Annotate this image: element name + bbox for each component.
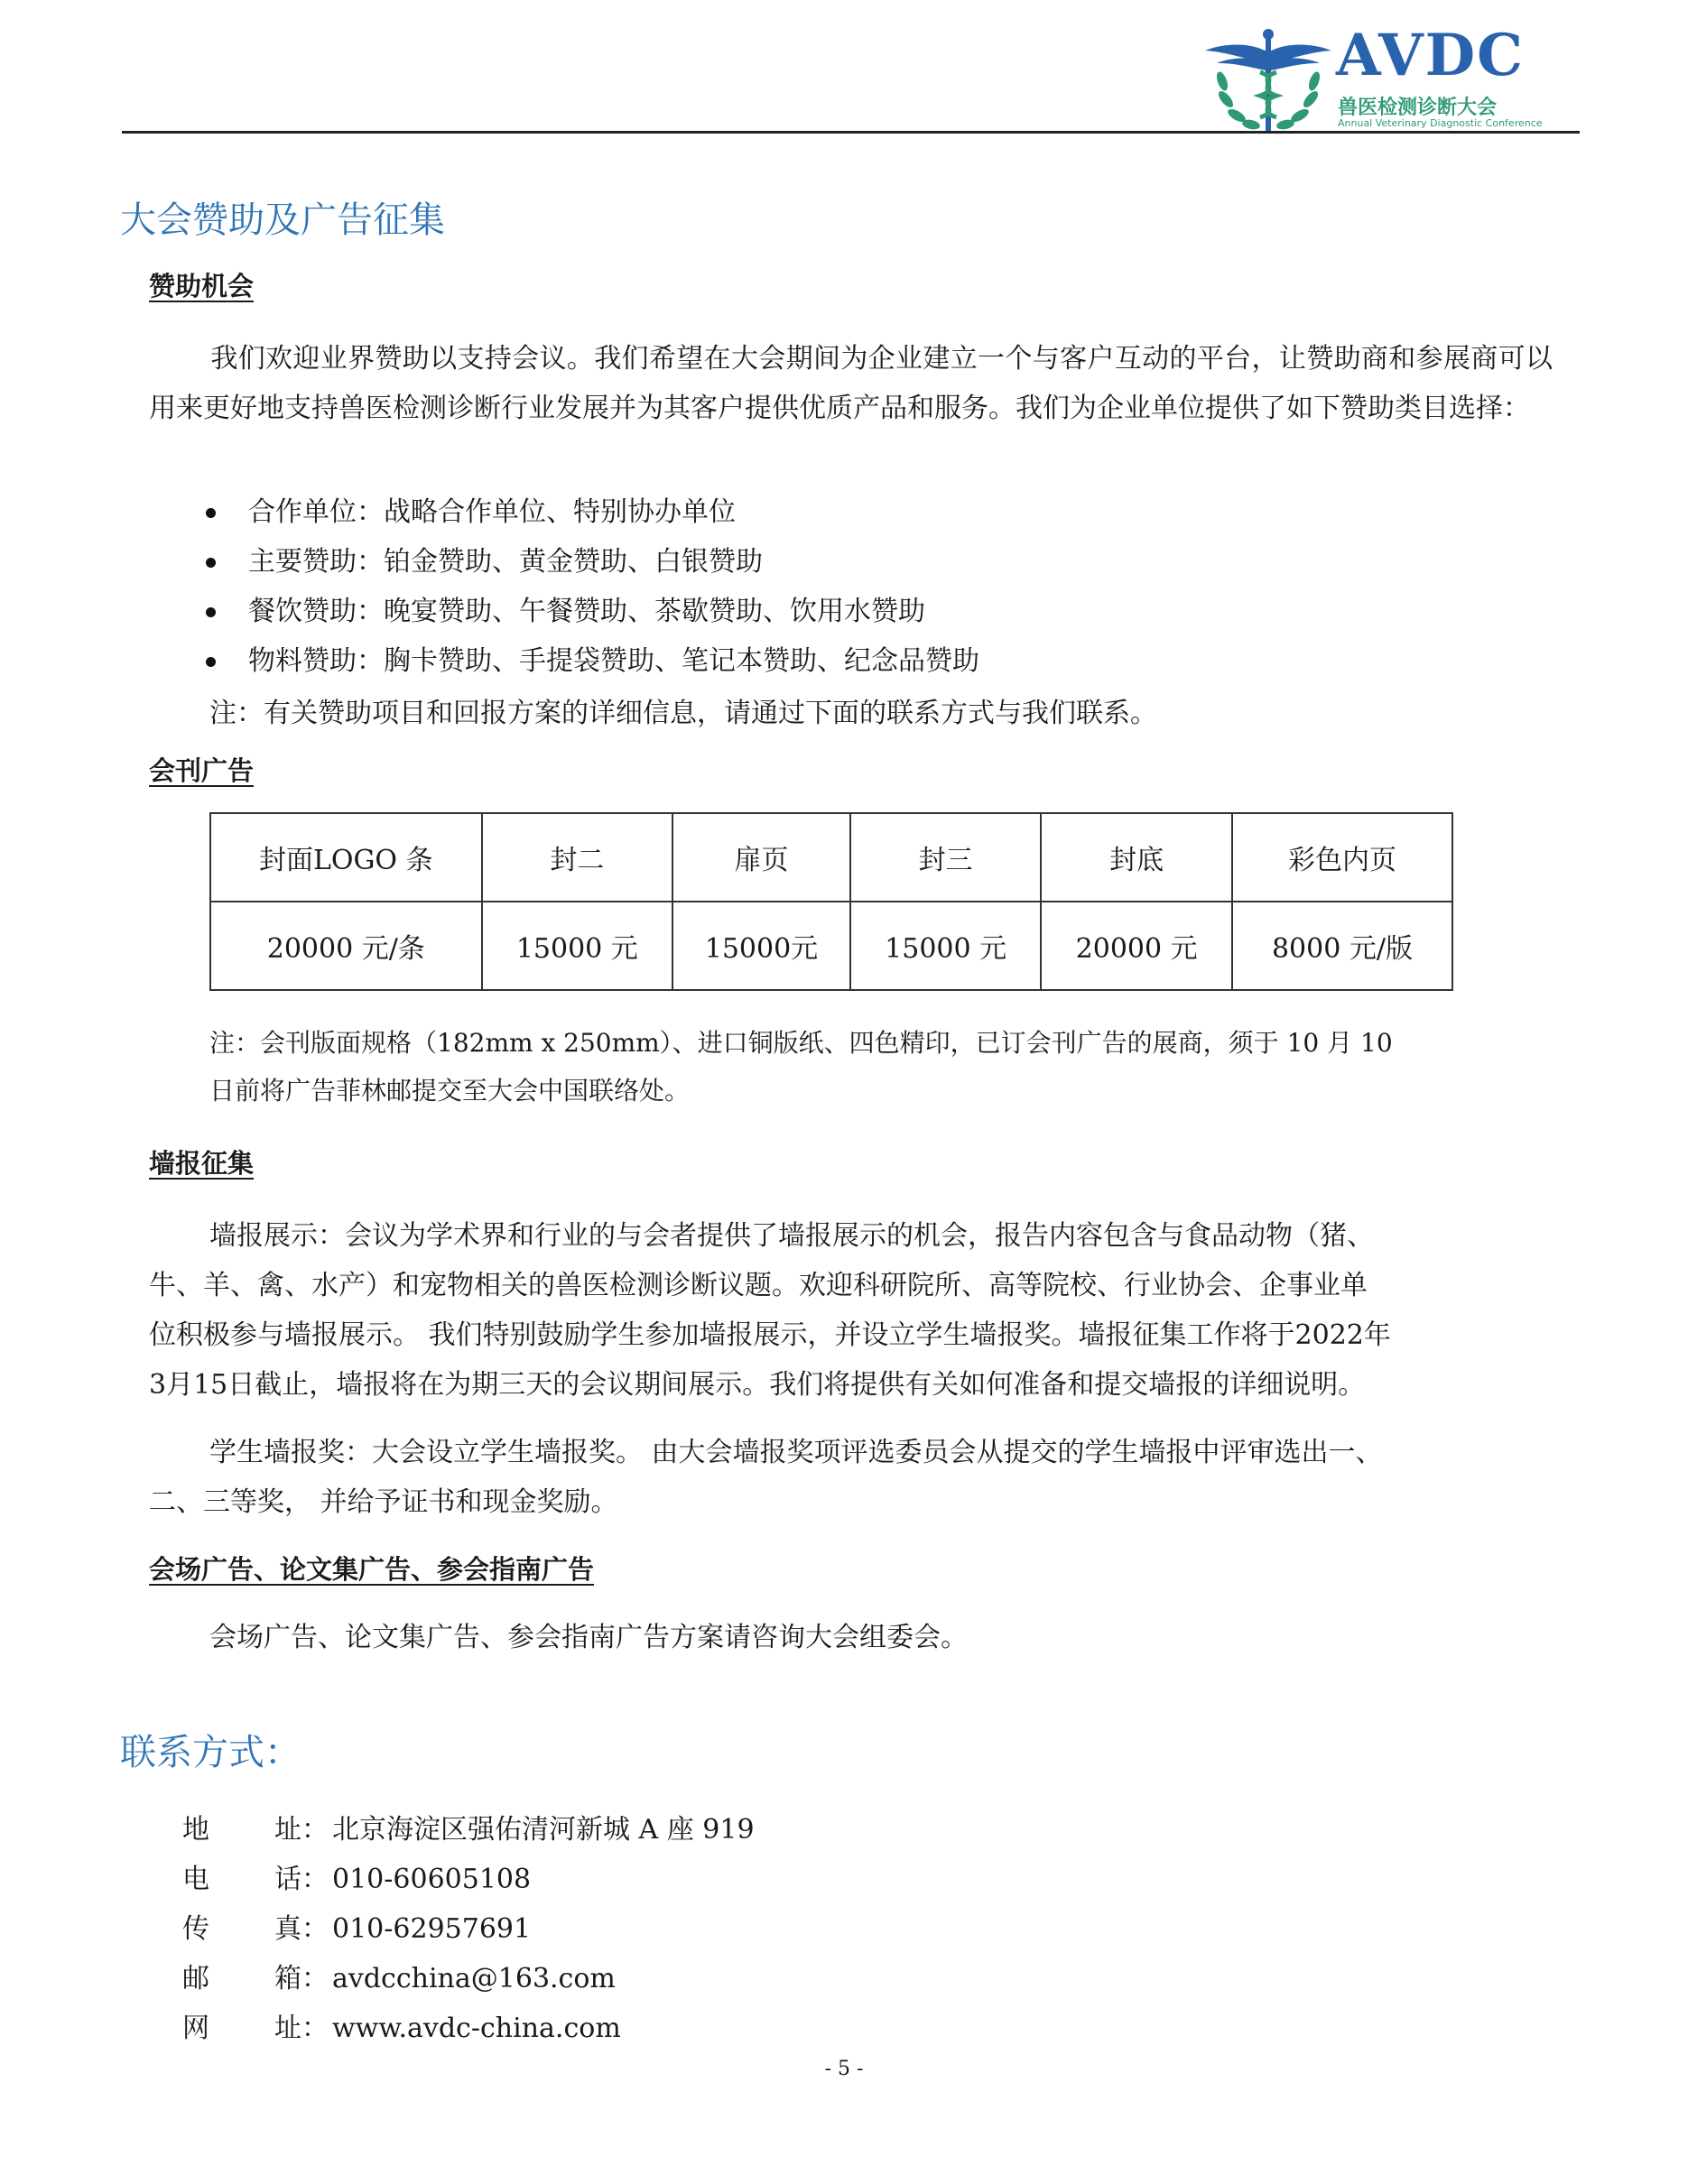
logo-text	[1336, 22, 1562, 134]
contact-label: 邮箱	[182, 1963, 301, 1994]
sponsor-heading: 赞助机会	[149, 271, 255, 301]
table-cell: 彩色内页	[1232, 813, 1452, 902]
contact-fax: 传真： 010-62957691	[182, 1904, 755, 1954]
sponsor-intro: 我们欢迎业界赞助以支持会议。我们希望在大会期间为企业建立一个与客户互动的平台，让赞助商和参展商可以用来更好地支持兽医检测诊断行业发展并为其客户提供优质产品和服务。我们为企业单位提供了如下赞助类目选择：	[149, 343, 1553, 424]
list-item: 主要赞助：铂金赞助、黄金赞助、白银赞助	[149, 537, 979, 587]
sponsor-list	[149, 487, 979, 686]
email-link[interactable]: avdcchina@163.com	[332, 1963, 616, 1994]
contact-title: 联系方式：	[120, 1732, 301, 1773]
journal-note-line2: 日前将广告菲林邮提交至大会中国联络处。	[209, 1076, 691, 1106]
table-row	[210, 902, 1452, 990]
table-cell: 封三	[850, 813, 1042, 902]
table-header-row	[210, 813, 1452, 902]
poster-paragraph-line: 3月15日截止，墙报将在为期三天的会议期间展示。我们将提供有关如何准备和提交墙报的详细说明。	[149, 1369, 1366, 1401]
website-link[interactable]: www.avdc-china.com	[332, 2013, 621, 2044]
list-item: 合作单位：战略合作单位、特别协办单位	[149, 487, 979, 537]
poster-paragraph-line: 牛、羊、禽、水产）和宠物相关的兽医检测诊断议题。欢迎科研院所、高等院校、行业协会、企事业单	[149, 1270, 1368, 1301]
table-cell: 20000 元/条	[210, 902, 482, 990]
contact-label: 传真	[182, 1913, 301, 1945]
table-cell: 15000 元	[850, 902, 1042, 990]
poster-paragraph-line: 位积极参与墙报展示。 我们特别鼓励学生参加墙报展示，并设立学生墙报奖。墙报征集工作将于2022年	[149, 1319, 1391, 1351]
bullet-icon	[206, 607, 216, 617]
page-number: - 5 -	[824, 2058, 864, 2080]
fax-value: 010-62957691	[332, 1913, 532, 1945]
journal-heading: 会刊广告	[149, 755, 255, 786]
table-cell: 8000 元/版	[1232, 902, 1452, 990]
contact-address: 地址： 北京海淀区强佑清河新城 A 座 919	[182, 1805, 755, 1855]
contact-email: 邮箱： avdcchina@163.com	[182, 1954, 755, 2004]
list-item: 物料赞助：胸卡赞助、手提袋赞助、笔记本赞助、纪念品赞助	[149, 636, 979, 686]
poster-paragraph-line: 墙报展示：会议为学术界和行业的与会者提供了墙报展示的机会，报告内容包含与食品动物（猪、	[209, 1220, 1374, 1252]
table-cell: 封面LOGO 条	[210, 813, 482, 902]
contact-list	[182, 1805, 755, 2053]
award-paragraph-line: 学生墙报奖：大会设立学生墙报奖。 由大会墙报奖项评选委员会从提交的学生墙报中评审选出一、	[209, 1437, 1383, 1468]
contact-label: 网址	[182, 2013, 301, 2044]
table-cell: 20000 元	[1041, 902, 1232, 990]
caduceus-emblem-icon	[1201, 25, 1336, 134]
venue-ad-heading: 会场广告、论文集广告、参会指南广告	[149, 1554, 595, 1585]
venue-ad-text: 会场广告、论文集广告、参会指南广告方案请咨询大会组委会。	[209, 1622, 968, 1653]
address-value: 北京海淀区强佑清河新城 A 座 919	[332, 1814, 755, 1846]
sponsor-note: 注：有关赞助项目和回报方案的详细信息，请通过下面的联系方式与我们联系。	[209, 698, 1157, 729]
bullet-icon	[206, 508, 216, 518]
journal-ad-price-table	[209, 812, 1453, 991]
table-cell: 封二	[482, 813, 673, 902]
table-cell: 15000元	[672, 902, 850, 990]
logo-english-name: Annual Veterinary Diagnostic Conference	[1338, 117, 1543, 129]
poster-heading: 墙报征集	[149, 1148, 255, 1179]
journal-note-line1: 注：会刊版面规格（182mm x 250mm）、进口铜版纸、四色精印，已订会刊广告的展商，须于 10 月 10	[209, 1028, 1393, 1058]
avdc-logo	[1201, 22, 1562, 134]
award-paragraph-line: 二、三等奖， 并给予证书和现金奖励。	[149, 1486, 618, 1518]
phone-value: 010-60605108	[332, 1864, 532, 1895]
contact-website: 网址： www.avdc-china.com	[182, 2004, 755, 2053]
bullet-icon	[206, 558, 216, 568]
table-cell: 封底	[1041, 813, 1232, 902]
main-title: 大会赞助及广告征集	[120, 199, 445, 241]
header-divider	[122, 131, 1580, 134]
logo-chinese-name: 兽医检测诊断大会	[1338, 97, 1498, 119]
bullet-icon	[206, 657, 216, 667]
contact-phone: 电话： 010-60605108	[182, 1855, 755, 1904]
logo-abbreviation: AVDC	[1336, 22, 1526, 89]
contact-label: 电话	[182, 1864, 301, 1895]
page-header	[122, 18, 1580, 134]
table-cell: 扉页	[672, 813, 850, 902]
table-cell: 15000 元	[482, 902, 673, 990]
contact-label: 地址	[182, 1814, 301, 1846]
list-item: 餐饮赞助：晚宴赞助、午餐赞助、茶歇赞助、饮用水赞助	[149, 587, 979, 636]
